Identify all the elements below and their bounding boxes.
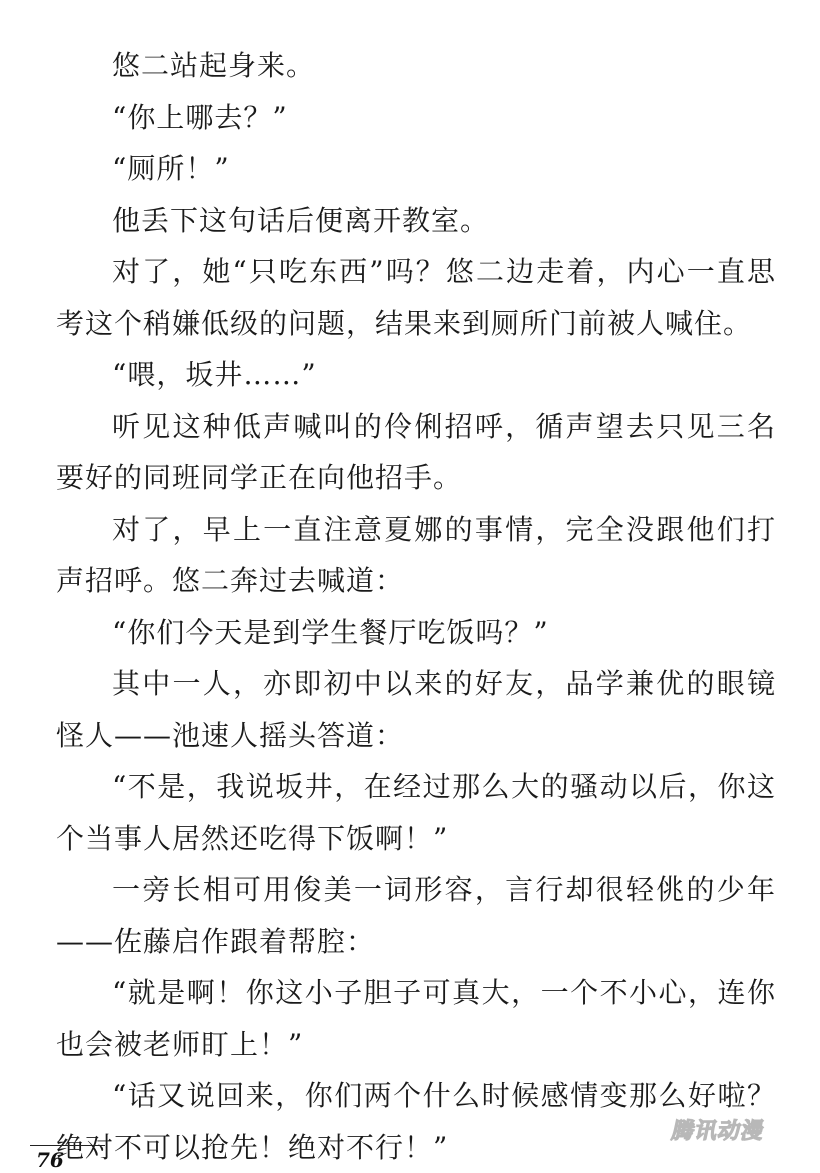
body-text (56, 40, 776, 1173)
paragraph: 一旁长相可用俊美一词形容，言行却很轻佻的少年——佐藤启作跟着帮腔： (56, 873, 776, 958)
paragraph: “话又说回来，你们两个什么时候感情变那么好啦？绝对不可以抢先！绝对不行！” (56, 1079, 776, 1164)
paragraph: “你们今天是到学生餐厅吃饭吗？” (112, 615, 549, 649)
paragraph: 听见这种低声喊叫的伶俐招呼，循声望去只见三名要好的同班同学正在向他招手。 (56, 409, 776, 494)
paragraph: 悠二站起身来。 (112, 49, 316, 82)
paragraph: 对了，她“只吃东西”吗？悠二边走着，内心一直思考这个稍嫌低级的问题，结果来到厕所门前被人喊住。 (56, 255, 776, 340)
paragraph: “你上哪去？” (112, 100, 288, 134)
paragraph: 对了，早上一直注意夏娜的事情，完全没跟他们打声招呼。悠二奔过去喊道： (56, 512, 776, 597)
paragraph: “不是，我说坂井，在经过那么大的骚动以后，你这个当事人居然还吃得下饭啊！” (56, 770, 776, 855)
footer-rule (30, 1145, 105, 1146)
paragraph: “就是啊！你这小子胆子可真大，一个不小心，连你也会被老师盯上！” (56, 976, 776, 1061)
page-number: 76 (36, 1148, 64, 1172)
paragraph: 他丢下这句话后便离开教室。 (112, 203, 490, 237)
paragraph: “喂，坂井……” (112, 358, 317, 391)
watermark-logo: 腾讯动漫 (669, 1119, 767, 1144)
paragraph: “厕所！” (112, 152, 230, 185)
paragraph: 其中一人，亦即初中以来的好友，品学兼优的眼镜怪人——池速人摇头答道： (56, 667, 776, 752)
